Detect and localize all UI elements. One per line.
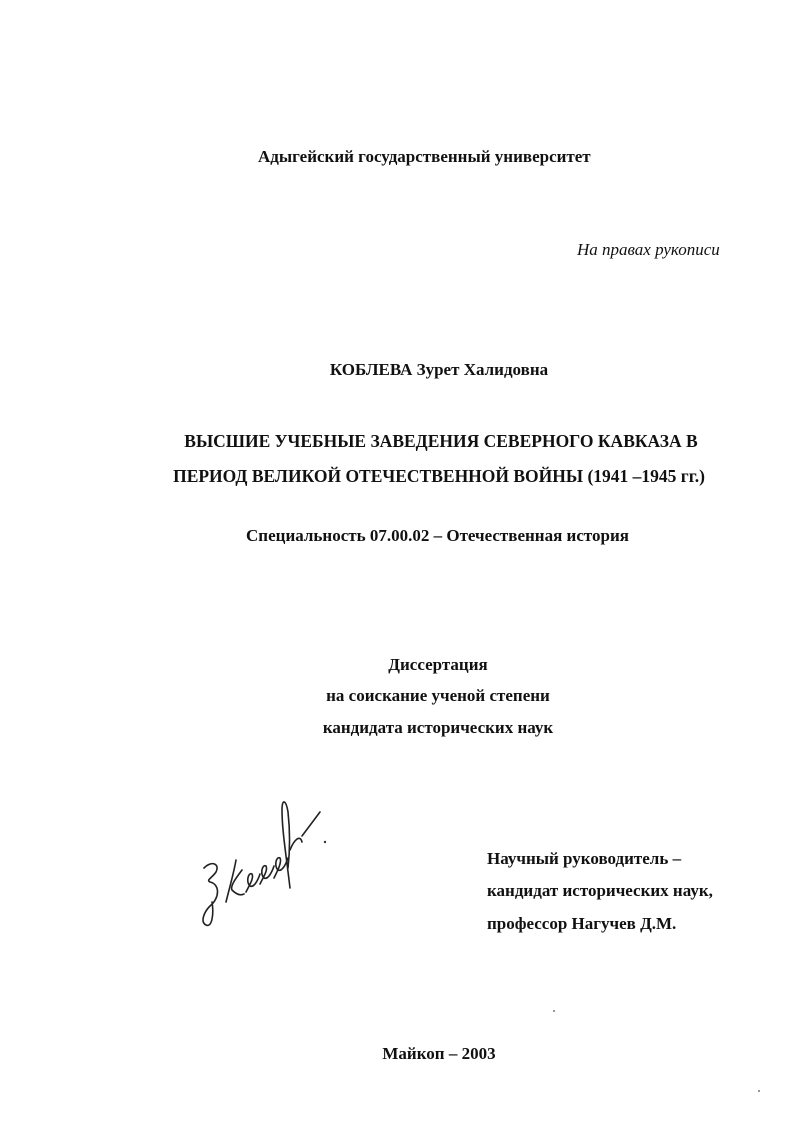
author-name: [0, 360, 793, 380]
supervisor-line-1: Научный руководитель –: [487, 849, 682, 868]
degree-line-2: на соискание ученой степени: [326, 686, 550, 705]
scan-speck: [758, 1090, 760, 1092]
author-surname: КОБЛЕВА: [329, 360, 413, 379]
manuscript-note: На правах рукописи: [577, 240, 720, 259]
scan-speck: [553, 1010, 555, 1012]
thesis-title-line-1: ВЫСШИЕ УЧЕБНЫЕ ЗАВЕДЕНИЯ СЕВЕРНОГО КАВКАЗА В: [184, 431, 698, 451]
author-given-names: Зурет Халидовна: [416, 360, 549, 379]
handwritten-signature: [190, 790, 340, 935]
city-year: Майкоп – 2003: [382, 1044, 496, 1063]
supervisor-line-2: кандидат исторических наук,: [487, 881, 713, 900]
supervisor-line-3: профессор Нагучев Д.М.: [487, 914, 677, 933]
degree-line-3: кандидата исторических наук: [322, 718, 554, 737]
thesis-specialty: Специальность 07.00.02 – Отечественная история: [246, 526, 629, 545]
thesis-title-line-2: ПЕРИОД ВЕЛИКОЙ ОТЕЧЕСТВЕННОЙ ВОЙНЫ (1941 –1945 гг.): [173, 466, 705, 486]
degree-line-1: Диссертация: [388, 655, 488, 674]
university-name: Адыгейский государственный университет: [258, 147, 591, 166]
